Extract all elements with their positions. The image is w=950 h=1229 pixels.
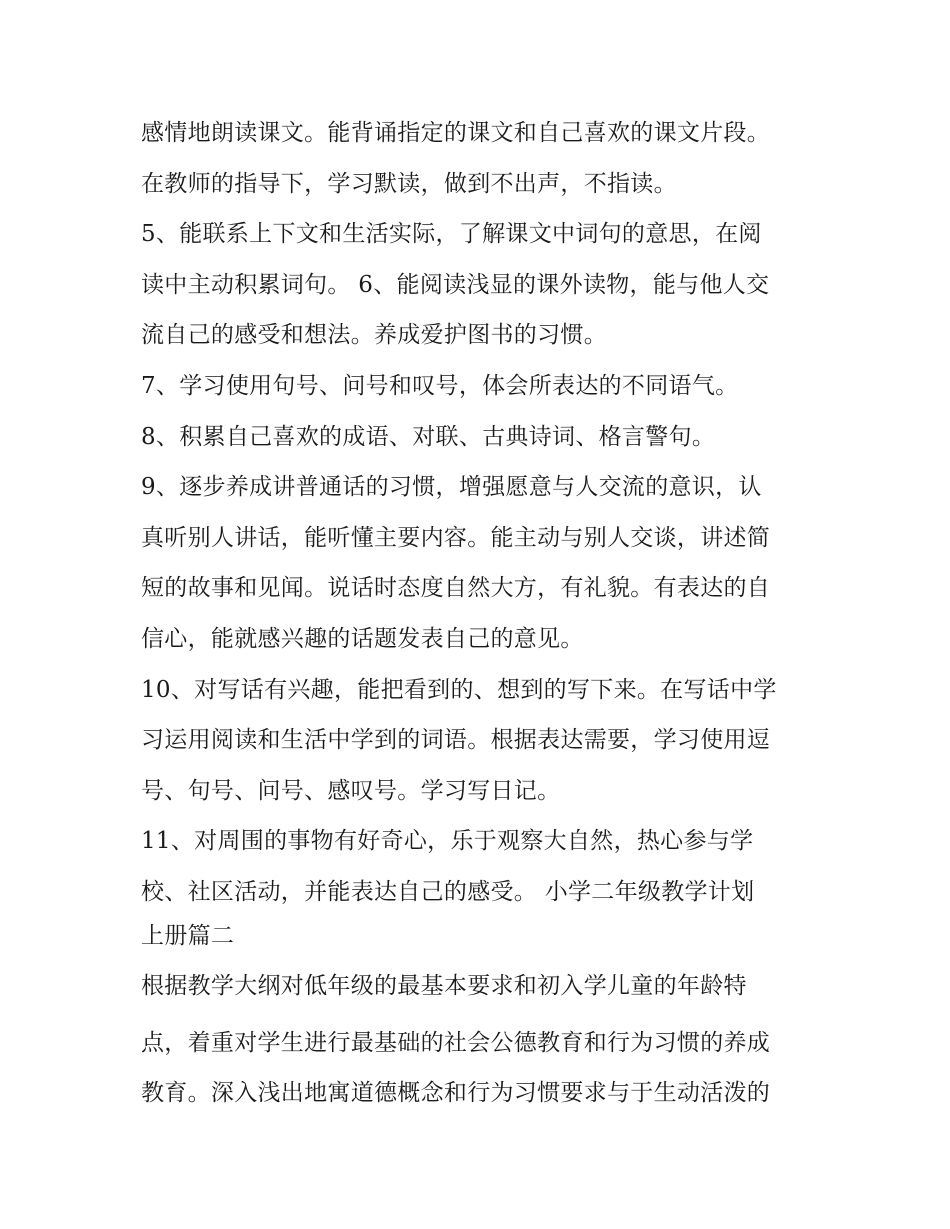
text-line: 真听别人讲话，能听懂主要内容。能主动与别人交谈，讲述简 [141,524,771,551]
body-text [141,108,831,1119]
text-line: 信心，能就感兴趣的话题发表自己的意见。 [141,625,584,652]
text-line: 号、句号、问号、感叹号。学习写日记。 [141,777,561,804]
text-line: 流自己的感受和想法。养成爱护图书的习惯。 [141,322,607,349]
text-line: 点，着重对学生进行最基础的社会公德教育和行为习惯的养成 [141,1029,771,1056]
text-line: 读中主动积累词句。 6、能阅读浅显的课外读物，能与他人交 [141,271,770,298]
text-line: 8、积累自己喜欢的成语、对联、古典诗词、格言警句。 [141,423,716,450]
text-line: 在教师的指导下，学习默读，做到不出声，不指读。 [141,170,677,197]
text-line: 根据教学大纲对低年级的最基本要求和初入学儿童的年龄特 [141,972,747,999]
text-line: 11、对周围的事物有好奇心，乐于观察大自然，热心参与学 [141,828,754,855]
text-line: 上册篇二 [141,922,235,949]
text-line: 短的故事和见闻。说话时态度自然大方，有礼貌。有表达的自 [141,575,771,602]
text-line: 5、能联系上下文和生活实际，了解课文中词句的意思，在阅 [141,221,762,248]
text-line: 校、社区活动，并能表达自己的感受。 小学二年级教学计划 [141,878,755,905]
text-line: 10、对写话有兴趣，能把看到的、想到的写下来。在写话中学 [141,676,777,703]
text-line: 9、逐步养成讲普通话的习惯，增强愿意与人交流的意识，认 [141,474,762,501]
text-line: 教育。深入浅出地寓道德概念和行为习惯要求与于生动活泼的 [141,1080,771,1107]
text-line: 感情地朗读课文。能背诵指定的课文和自己喜欢的课文片段。 [141,120,771,146]
text-line: 习运用阅读和生活中学到的词语。根据表达需要，学习使用逗 [141,727,771,754]
text-line: 7、学习使用句号、问号和叹号，体会所表达的不同语气。 [141,372,739,399]
